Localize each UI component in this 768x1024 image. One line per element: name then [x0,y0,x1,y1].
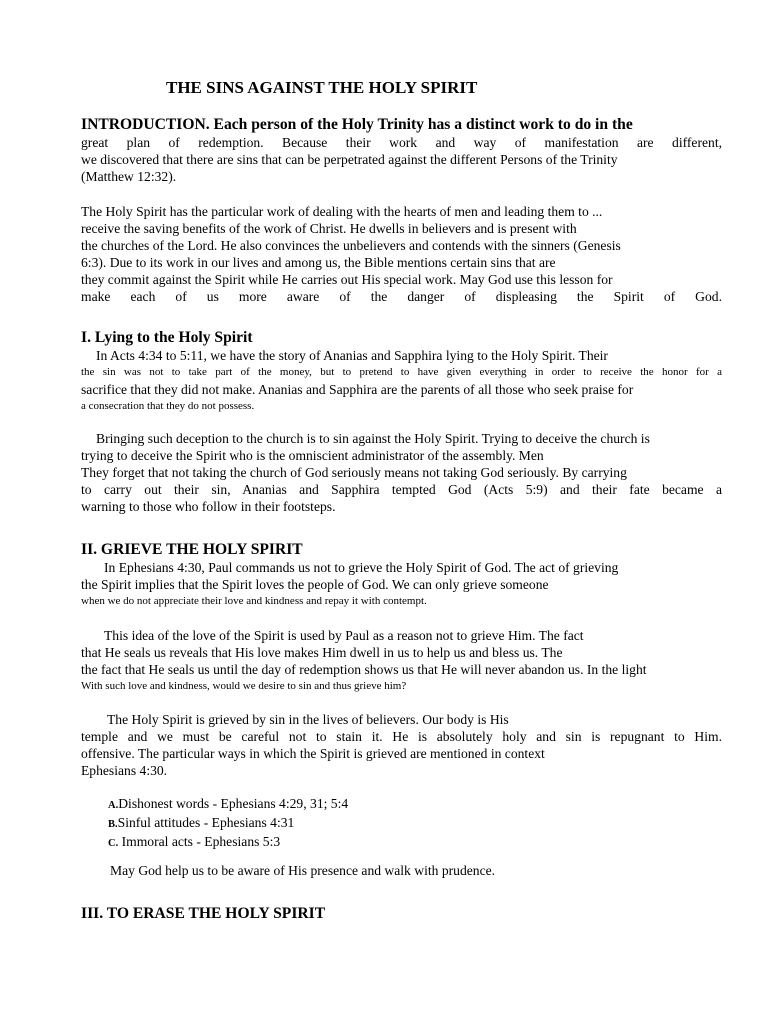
grieve-ways-list [108,795,348,852]
text-line: a consecration that they do not possess. [81,400,255,412]
text-line: In Acts 4:34 to 5:11, we have the story of Ananias and Sapphira lying to the Holy Spirit. Their [96,348,608,363]
list-marker: B. [108,819,118,830]
list-item-text: Immoral acts - Ephesians 5:3 [118,834,281,849]
text-line: May God help us to be aware of His presence and walk with prudence. [110,863,496,878]
holy-spirit-paragraph [81,203,722,305]
text-line: temple and we must be careful not to stain it. He is absolutely holy and sin is repugnant to Him. [81,729,722,744]
text-line: the fact that He seals us until the day of redemption shows us that He will never abandon us. In the light [81,662,647,677]
text-line: the churches of the Lord. He also convinces the unbelievers and contends with the sinners (Genesis [81,238,621,253]
section-heading-grieve: II. GRIEVE THE HOLY SPIRIT [81,541,303,558]
text-line: Bringing such deception to the church is to sin against the Holy Spirit. Trying to deceive the church is [96,431,650,446]
text-line: This idea of the love of the Spirit is used by Paul as a reason not to grieve Him. The fact [104,628,584,643]
text-line: (Matthew 12:32). [81,169,177,184]
introduction-paragraph [81,116,722,185]
section-heading-erase: III. TO ERASE THE HOLY SPIRIT [81,905,326,922]
section2-paragraph-3 [81,711,722,779]
list-item [108,814,348,833]
text-line: make each of us more aware of the danger of displeasing the Spirit of God. [81,289,722,304]
text-line: when we do not appreciate their love and kindness and repay it with contempt. [81,595,427,607]
text-line: the Spirit implies that the Spirit loves the people of God. We can only grieve someone [81,577,549,592]
text-line: offensive. The particular ways in which the Spirit is grieved are mentioned in context [81,746,545,761]
list-marker: C. [108,838,119,849]
text-line: sacrifice that they did not make. Ananias and Sapphira are the parents of all those who seek praise for [81,382,634,397]
text-line: the sin was not to take part of the money, but to pretend to have given everything in order to receive the honor for a [81,366,722,378]
text-line: The Holy Spirit has the particular work of dealing with the hearts of men and leading them to ... [81,204,603,219]
list-item [108,795,348,814]
text-line: we discovered that there are sins that can be perpetrated against the different Persons of the Trinity [81,152,618,167]
section2-paragraph-1 [81,559,722,610]
section-heading-lying: I. Lying to the Holy Spirit [81,329,253,346]
text-line: that He seals us reveals that His love makes Him dwell in us to help us and bless us. The [81,645,563,660]
introduction-lead: INTRODUCTION. Each person of the Holy Trinity has a distinct work to do in the [81,116,633,133]
text-line: Ephesians 4:30. [81,763,168,778]
section2-paragraph-2 [81,627,722,695]
section1-paragraph-1 [81,347,722,415]
section2-closing [81,862,722,879]
text-line: They forget that not taking the church of God seriously means not taking God seriously. By carrying [81,465,627,480]
text-line: With such love and kindness, would we desire to sin and thus grieve him? [81,680,407,692]
document-title: THE SINS AGAINST THE HOLY SPIRIT [166,78,478,97]
text-line: trying to deceive the Spirit who is the omniscient administrator of the assembly. Men [81,448,544,463]
list-item-text: Sinful attitudes - Ephesians 4:31 [117,815,295,830]
list-marker: A. [108,800,119,811]
list-item [108,833,348,852]
text-line: The Holy Spirit is grieved by sin in the lives of believers. Our body is His [107,712,509,727]
text-line: warning to those who follow in their footsteps. [81,499,336,514]
text-line: they commit against the Spirit while He carries out His special work. May God use this lesson for [81,272,613,287]
text-line: 6:3). Due to its work in our lives and among us, the Bible mentions certain sins that are [81,255,556,270]
text-line: In Ephesians 4:30, Paul commands us not to grieve the Holy Spirit of God. The act of grieving [104,560,619,575]
text-line: receive the saving benefits of the work of Christ. He dwells in believers and is present with [81,221,577,236]
text-line: great plan of redemption. Because their work and way of manifestation are different, [81,135,722,150]
text-line: to carry out their sin, Ananias and Sapphira tempted God (Acts 5:9) and their fate became a [81,482,722,497]
section1-paragraph-2 [81,430,722,515]
list-item-text: Dishonest words - Ephesians 4:29, 31; 5:4 [118,796,349,811]
